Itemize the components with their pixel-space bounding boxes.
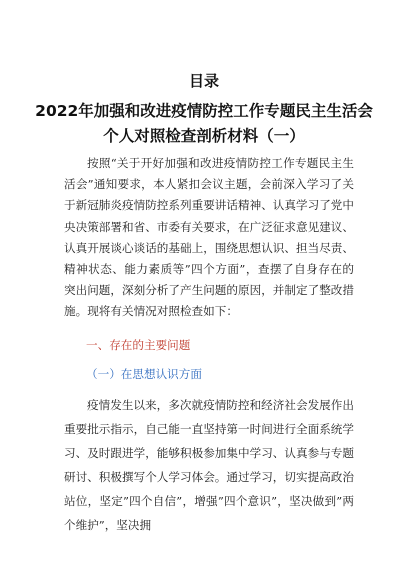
document-title: 2022年加强和改进疫情防控工作专题民主生活会个人对照检查剖析材料（一） xyxy=(35,102,373,145)
intro-paragraph: 按照“关于开好加强和改进疫情防控工作专题民主生活会”通知要求，本人紧扣会议主题，会前深入学习了关于新冠肺炎疫情防控系列重要讲话精神、认真学习了党中央决策部署和省、市委有关要求，在广泛征求意见建议、认真开展谈心谈话的基础上，围绕思想认识、担当尽责、精神状态、能力素质等”四个方面”，查摆了自身存在的突出问题，深刻分析了产生问题的原因，并制定了整改措施。现将有关情况对照检查如下： xyxy=(64,156,354,319)
section-heading: 一、存在的主要问题 xyxy=(86,338,191,352)
section-paragraph: 疫情发生以来，多次就疫情防控和经济社会发展作出重要批示指示，自己能一直坚持第一时间进行全面系统学习、及时跟进学，能够积极参加集中学习、认真参与专题研讨、积极撰写个人学习体会。通过学习，切实提高政治站位，坚定”四个自信”，增强”四个意识”，坚决做到”两个维护”，坚决拥 xyxy=(64,398,354,532)
subsection-heading: （一）在思想认识方面 xyxy=(86,367,202,381)
toc-heading: 目录 xyxy=(188,72,219,90)
